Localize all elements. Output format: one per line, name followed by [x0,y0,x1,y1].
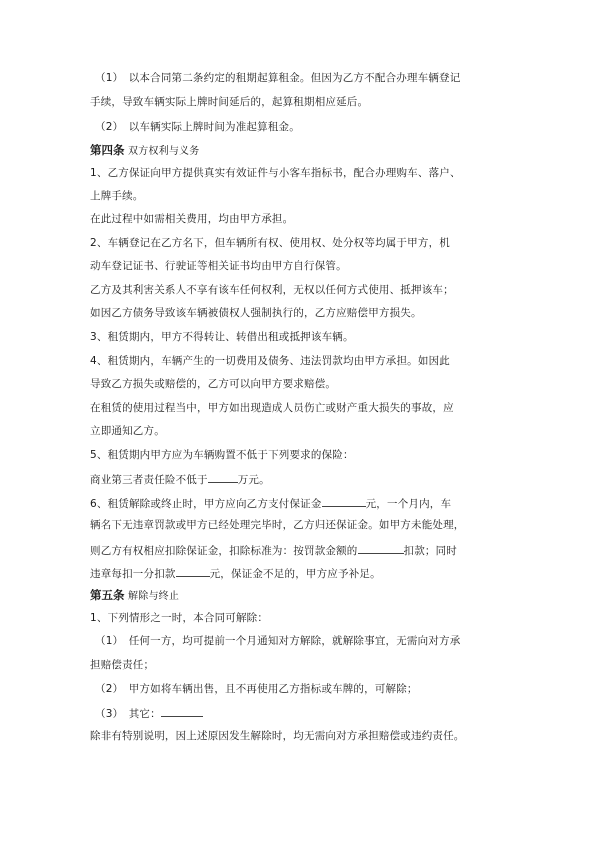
para-line: 在此过程中如需相关费用，均由甲方承担。 [90,213,294,225]
para-line: 担赔偿责任； [90,659,155,671]
para-line: 3、租赁期内，甲方不得转让、转借出租或抵押该车辆。 [90,331,354,343]
blank-field [358,542,404,554]
heading-title: 双方权利与义务 [128,146,200,157]
deposit-text: 元，一个月内，车 [365,498,452,510]
deposit-text: 则乙方有权相应扣除保证金，扣除标准为：按罚款金额的 [90,545,358,557]
blank-field [161,705,203,717]
blank-field [322,495,366,507]
para-line: 立即通知乙方。 [90,425,165,437]
heading-number: 第四条 [90,143,125,157]
para-line: 如因乙方债务导致该车辆被债权人强制执行的，乙方应赔偿甲方损失。 [90,307,422,319]
para-line: 2、车辆登记在乙方名下，但车辆所有权、使用权、处分权等均属于甲方，机 [90,237,450,249]
para-line: 1、下列情形之一时，本合同可解除： [90,612,269,624]
para-line: 4、租赁期内，车辆产生的一切费用及债务、违法罚款均由甲方承担。如因此 [90,355,450,367]
para-line: 在租赁的使用过程当中，甲方如出现造成人员伤亡或财产重大损失的事故，应 [90,402,454,414]
heading-number: 第五条 [90,588,125,602]
para-line: （1） 以本合同第二条约定的租期起算租金。但因为乙方不配合办理车辆登记 [95,72,461,84]
deposit-line [90,495,451,511]
blank-field [208,471,238,483]
section-heading-5 [90,588,179,604]
section-heading-4 [90,143,199,159]
deposit-line: 辆名下无违章罚款或甲方已经处理完毕时，乙方归还保证金。如甲方未能处理， [90,519,465,531]
deposit-line [90,565,381,581]
insurance-label: 商业第三者责任险不低于 [90,474,208,486]
blank-field [176,565,210,577]
para-line: （1） 任何一方，均可提前一个月通知对方解除，就解除事宜，无需向对方承 [95,635,461,647]
deposit-text: 6、租赁解除或终止时，甲方应向乙方支付保证金 [90,498,322,510]
deposit-text: 元，保证金不足的，甲方应予补足。 [209,568,381,580]
para-line: 动车登记证书、行驶证等相关证书均由甲方自行保管。 [90,260,347,272]
para-line: （2） 甲方如将车辆出售，且不再使用乙方指标或车牌的，可解除； [95,683,418,695]
other-label: （3） 其它： [95,708,161,720]
para-line: 1、乙方保证向甲方提供真实有效证件与小客车指标书，配合办理购车、落户、 [90,167,461,179]
other-line [95,705,203,721]
heading-title: 解除与终止 [128,591,180,602]
deposit-line [90,542,457,558]
para-line: 5、租赁期内甲方应为车辆购置不低于下列要求的保险： [90,449,354,461]
insurance-line [90,471,270,487]
deposit-text: 违章每扣一分扣款 [90,568,176,580]
para-line: 乙方及其利害关系人不享有该车任何权利，无权以任何方式使用、抵押该车； [90,284,454,296]
para-line: 上牌手续。 [90,190,144,202]
para-line: 导致乙方损失或赔偿的，乙方可以向甲方要求赔偿。 [90,378,337,390]
para-line: （2） 以车辆实际上牌时间为准起算租金。 [95,121,300,133]
deposit-text: 扣款；同时 [403,545,457,557]
para-line: 手续，导致车辆实际上牌时间延后的，起算租期相应延后。 [90,96,369,108]
insurance-unit: 万元。 [237,474,270,486]
para-line: 除非有特别说明，因上述原因发生解除时，均无需向对方承担赔偿或违约责任。 [90,730,465,742]
